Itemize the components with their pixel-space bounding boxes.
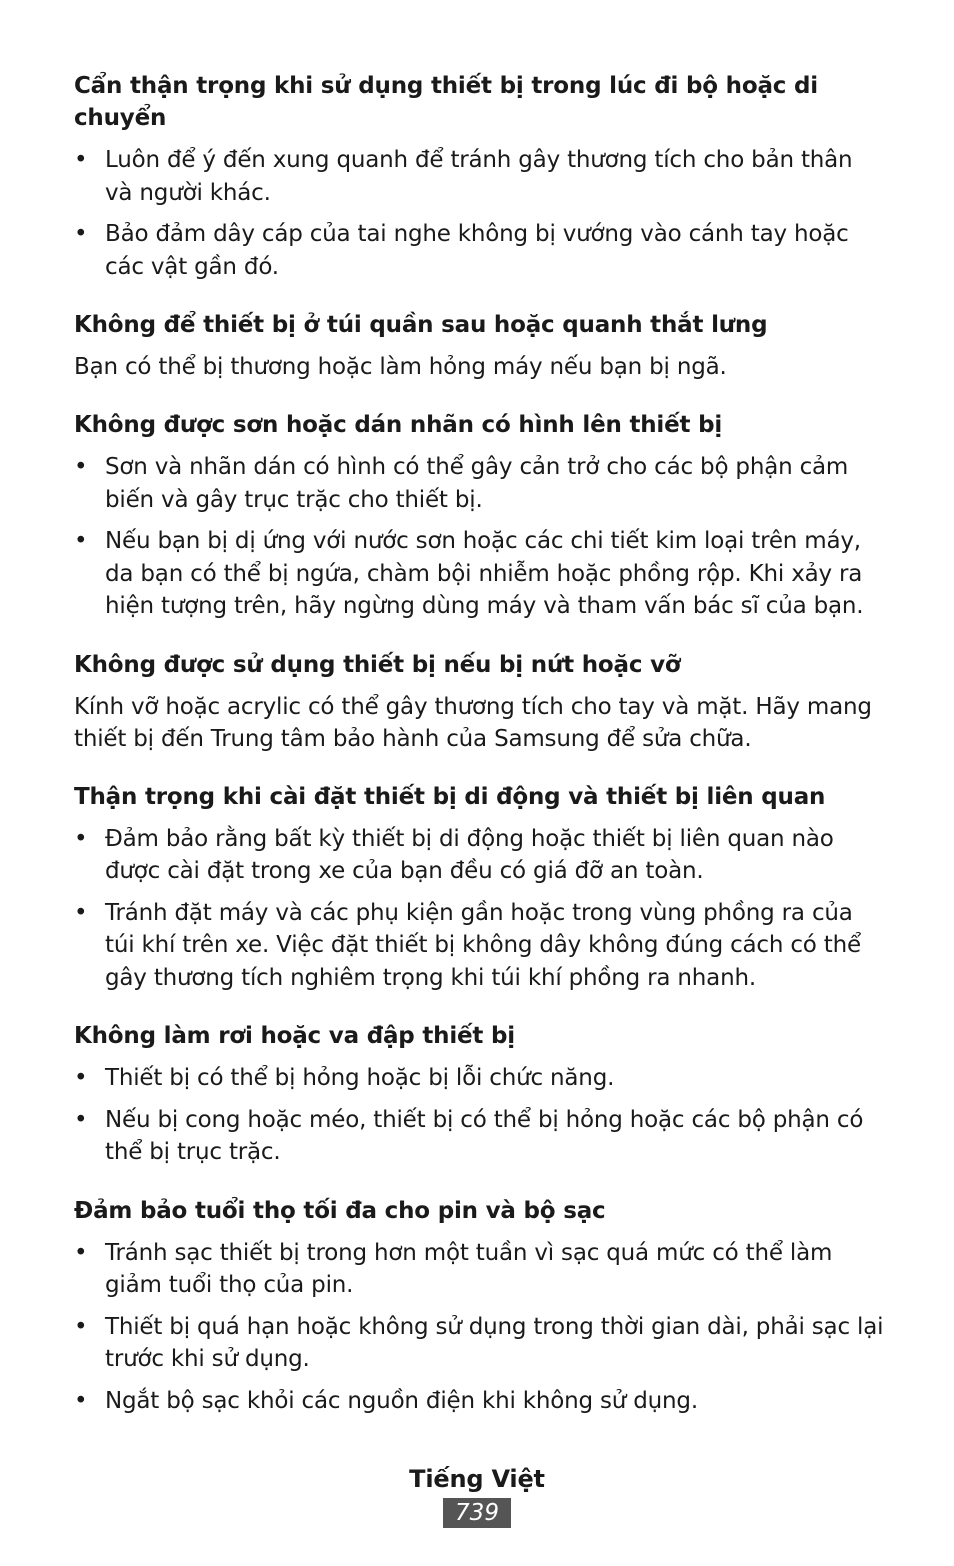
section-heading: Không được sơn hoặc dán nhãn có hình lên thiết bị — [74, 412, 723, 438]
bullet-list — [74, 1062, 884, 1169]
list-item — [74, 1104, 884, 1169]
bullet-marker: • — [74, 1239, 88, 1266]
section-heading: Đảm bảo tuổi thọ tối đa cho pin và bộ sạc — [74, 1197, 606, 1224]
bullet-marker: • — [74, 528, 88, 554]
list-item — [74, 144, 884, 209]
section-paragraph: Bạn có thể bị thương hoặc làm hỏng máy nếu bạn bị ngã. — [74, 354, 727, 380]
section-walking-caution — [74, 70, 884, 283]
section-heading: Không để thiết bị ở túi quần sau hoặc quanh thắt lưng — [74, 312, 768, 338]
section-heading: Không được sử dụng thiết bị nếu bị nứt hoặc vỡ — [74, 651, 681, 678]
list-item-text: Đảm bảo rằng bất kỳ thiết bị di động hoặc thiết bị liên quan nào được cài đặt trong xe của bạn đều có giá đỡ an toàn. — [105, 825, 834, 884]
list-item — [74, 823, 884, 888]
section-heading: Không làm rơi hoặc va đập thiết bị — [74, 1023, 515, 1049]
bullet-list — [74, 451, 884, 623]
list-item-text: Luôn để ý đến xung quanh để tránh gây thương tích cho bản thân và người khác. — [105, 147, 853, 206]
bullet-list — [74, 1237, 884, 1418]
bullet-list — [74, 823, 884, 995]
footer-language: Tiếng Việt — [409, 1465, 545, 1493]
document-body — [74, 70, 884, 1443]
list-item — [74, 1385, 884, 1418]
list-item — [74, 1062, 884, 1095]
bullet-list — [74, 144, 884, 283]
list-item-text: Tránh đặt máy và các phụ kiện gần hoặc trong vùng phồng ra của túi khí trên xe. Việc đặt thiết bị không dây không đúng cách có thể gây thương tích nghiêm trọng khi túi khí phồng ra nhanh. — [105, 899, 861, 991]
list-item-text: Nếu bạn bị dị ứng với nước sơn hoặc các chi tiết kim loại trên máy, da bạn có thể bị ngứa, chàm bội nhiễm hoặc phồng rộp. Khi xảy ra hiện tượng trên, hãy ngừng dùng máy và tham vấn bác sĩ của bạn. — [105, 528, 864, 619]
bullet-marker: • — [74, 1387, 88, 1414]
bullet-marker: • — [74, 221, 88, 247]
page-footer — [0, 1462, 954, 1528]
list-item-text: Thiết bị có thể bị hỏng hoặc bị lỗi chức năng. — [105, 1065, 615, 1091]
section-drop-impact — [74, 1020, 884, 1169]
list-item — [74, 525, 884, 623]
bullet-marker: • — [74, 147, 88, 173]
bullet-marker: • — [74, 454, 88, 480]
list-item-text: Bảo đảm dây cáp của tai nghe không bị vướng vào cánh tay hoặc các vật gần đó. — [105, 221, 849, 280]
list-item — [74, 1237, 884, 1302]
list-item-text: Thiết bị quá hạn hoặc không sử dụng trong thời gian dài, phải sạc lại trước khi sử dụng. — [105, 1313, 884, 1372]
bullet-marker: • — [74, 1065, 88, 1091]
list-item-text: Sơn và nhãn dán có hình có thể gây cản trở cho các bộ phận cảm biến và gây trục trặc cho thiết bị. — [105, 454, 849, 513]
bullet-marker: • — [74, 825, 88, 852]
section-installation — [74, 781, 884, 995]
list-item — [74, 1311, 884, 1376]
section-heading: Cẩn thận trọng khi sử dụng thiết bị trong lúc đi bộ hoặc di chuyển — [74, 73, 818, 131]
list-item — [74, 897, 884, 995]
bullet-marker: • — [74, 1106, 88, 1133]
section-back-pocket — [74, 309, 884, 383]
bullet-marker: • — [74, 1313, 88, 1340]
section-paragraph: Kính vỡ hoặc acrylic có thể gây thương tích cho tay và mặt. Hãy mang thiết bị đến Trung tâm bảo hành của Samsung để sửa chữa. — [74, 693, 872, 752]
list-item — [74, 451, 884, 516]
section-paint-stickers — [74, 409, 884, 623]
list-item-text: Tránh sạc thiết bị trong hơn một tuần vì sạc quá mức có thể làm giảm tuổi thọ của pin. — [105, 1239, 833, 1298]
bullet-marker: • — [74, 899, 88, 926]
page-number: 739 — [443, 1498, 511, 1528]
section-heading: Thận trọng khi cài đặt thiết bị di động và thiết bị liên quan — [74, 783, 826, 810]
section-battery-life — [74, 1195, 884, 1418]
list-item-text: Nếu bị cong hoặc méo, thiết bị có thể bị hỏng hoặc các bộ phận có thể bị trục trặc. — [105, 1106, 864, 1165]
list-item-text: Ngắt bộ sạc khỏi các nguồn điện khi không sử dụng. — [105, 1387, 698, 1414]
list-item — [74, 218, 884, 283]
section-cracked-device — [74, 649, 884, 755]
